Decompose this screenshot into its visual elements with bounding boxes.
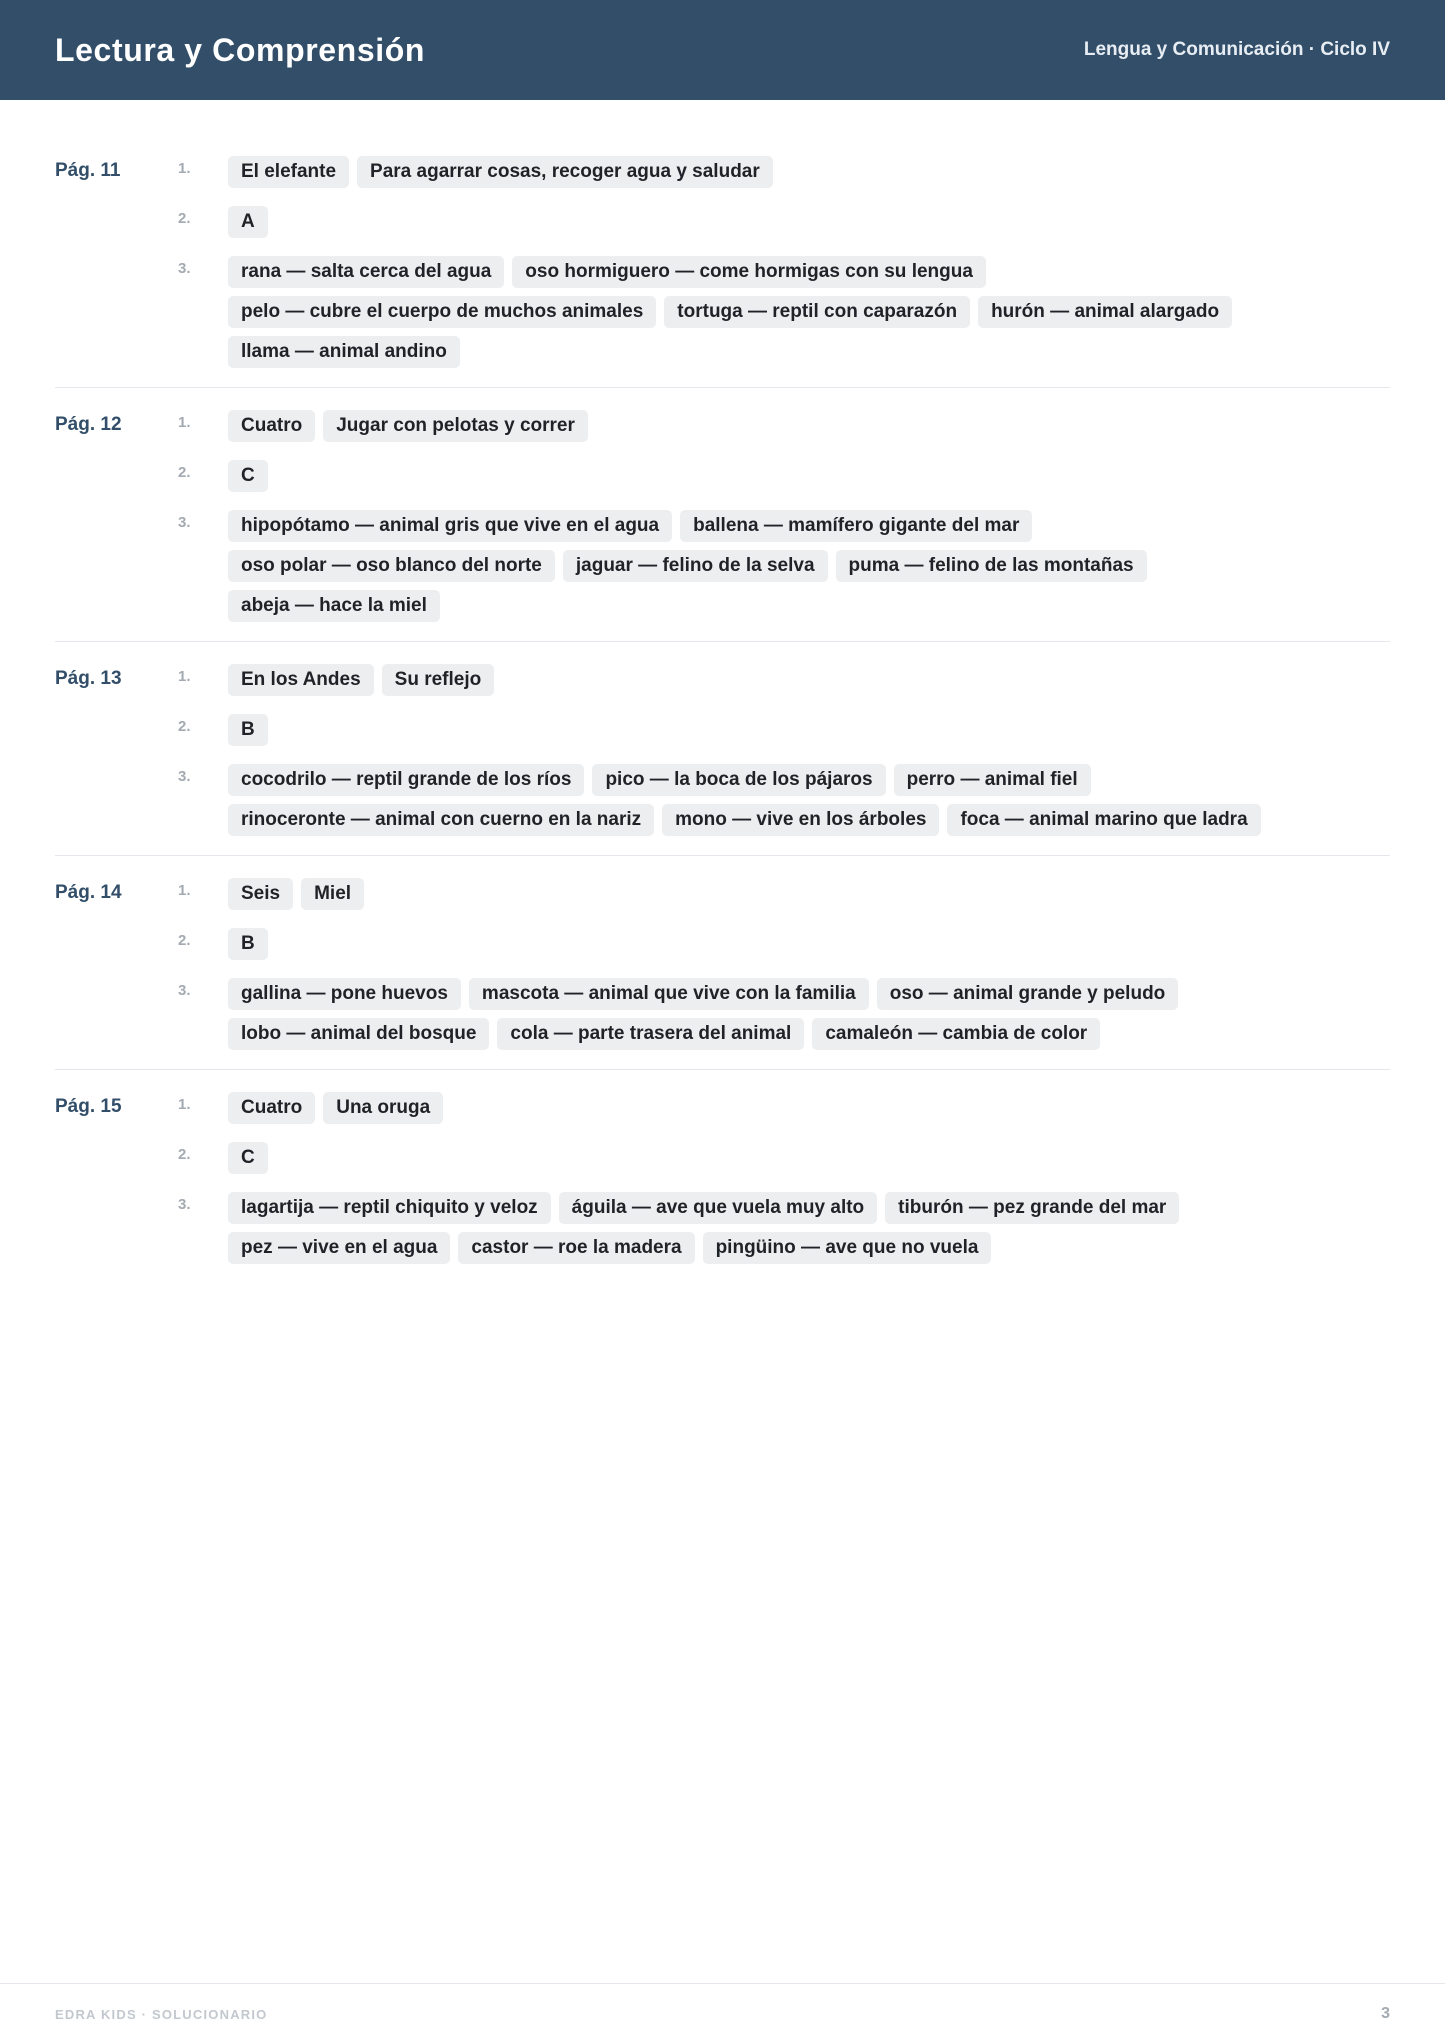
question-row — [178, 878, 1390, 910]
answer-chip: jaguar — felino de la selva — [563, 550, 828, 582]
question-row — [178, 928, 1390, 960]
question-row — [178, 460, 1390, 492]
answer-chip: rinoceronte — animal con cuerno en la nariz — [228, 804, 654, 836]
question-row — [178, 664, 1390, 696]
question-list — [178, 410, 1390, 622]
question-number: 2. — [178, 1146, 191, 1163]
answer-section — [55, 1089, 1390, 1283]
answer-chip: rana — salta cerca del agua — [228, 256, 504, 288]
answer-chips — [228, 878, 1358, 910]
page-number: 3 — [1381, 2005, 1390, 2022]
question-number: 2. — [178, 718, 191, 735]
answer-chips — [228, 156, 1358, 188]
answer-chip: C — [228, 460, 268, 492]
question-row — [178, 206, 1390, 238]
answer-chip: C — [228, 1142, 268, 1174]
answer-chip: pelo — cubre el cuerpo de muchos animales — [228, 296, 656, 328]
answer-chip: hurón — animal alargado — [978, 296, 1232, 328]
page-label: Pág. 14 — [55, 882, 122, 903]
question-number: 1. — [178, 882, 191, 899]
answer-chips — [228, 410, 1358, 442]
page-subtitle: Lengua y Comunicación · Ciclo IV — [1083, 39, 1390, 60]
answer-chip: gallina — pone huevos — [228, 978, 461, 1010]
answer-chip: cocodrilo — reptil grande de los ríos — [228, 764, 584, 796]
answer-chip: Su reflejo — [382, 664, 495, 696]
answer-chip: Cuatro — [228, 1092, 315, 1124]
answer-chip: En los Andes — [228, 664, 374, 696]
answer-chips — [228, 256, 1358, 368]
question-number: 1. — [178, 414, 191, 431]
answer-chip: Una oruga — [323, 1092, 443, 1124]
question-number: 1. — [178, 160, 191, 177]
answer-chip: Para agarrar cosas, recoger agua y saludar — [357, 156, 773, 188]
answer-chip: Jugar con pelotas y correr — [323, 410, 588, 442]
answer-chips — [228, 664, 1358, 696]
answer-chip: El elefante — [228, 156, 349, 188]
page-label: Pág. 15 — [55, 1096, 122, 1117]
footer — [0, 1983, 1445, 2044]
answer-chip: camaleón — cambia de color — [812, 1018, 1100, 1050]
question-number: 2. — [178, 464, 191, 481]
answer-chip: pico — la boca de los pájaros — [592, 764, 885, 796]
answer-chip: foca — animal marino que ladra — [947, 804, 1260, 836]
question-row — [178, 510, 1390, 622]
question-number: 3. — [178, 982, 191, 999]
answer-chip: mono — vive en los árboles — [662, 804, 939, 836]
answer-chip: A — [228, 206, 268, 238]
question-number: 1. — [178, 1096, 191, 1113]
question-list — [178, 878, 1390, 1050]
answer-chip: lobo — animal del bosque — [228, 1018, 489, 1050]
question-row — [178, 156, 1390, 188]
page-label: Pág. 11 — [55, 160, 121, 181]
answer-chips — [228, 1142, 1358, 1174]
answer-chip: B — [228, 714, 268, 746]
answer-chips — [228, 928, 1358, 960]
answer-chip: ballena — mamífero gigante del mar — [680, 510, 1032, 542]
answer-chip: pez — vive en el agua — [228, 1232, 450, 1264]
answer-chip: oso polar — oso blanco del norte — [228, 550, 555, 582]
answer-chips — [228, 714, 1358, 746]
answer-chip: Cuatro — [228, 410, 315, 442]
question-row — [178, 410, 1390, 442]
answer-chips — [228, 206, 1358, 238]
page-title: Lectura y Comprensión — [55, 31, 426, 68]
answer-chips — [228, 1092, 1358, 1124]
question-row — [178, 1142, 1390, 1174]
answer-key — [0, 100, 1445, 1283]
answer-section — [55, 153, 1390, 388]
question-row — [178, 256, 1390, 368]
answer-chip: llama — animal andino — [228, 336, 460, 368]
answer-chip: castor — roe la madera — [458, 1232, 694, 1264]
question-number: 2. — [178, 932, 191, 949]
question-row — [178, 1092, 1390, 1124]
question-number: 3. — [178, 260, 191, 277]
header-bar — [0, 0, 1445, 100]
answer-chip: Miel — [301, 878, 364, 910]
answer-chips — [228, 1192, 1358, 1264]
answer-chips — [228, 460, 1358, 492]
answer-chip: cola — parte trasera del animal — [497, 1018, 804, 1050]
question-number: 1. — [178, 668, 191, 685]
answer-chips — [228, 510, 1358, 622]
question-row — [178, 1192, 1390, 1264]
answer-chip: pingüino — ave que no vuela — [703, 1232, 992, 1264]
answer-chips — [228, 764, 1358, 836]
answer-chip: B — [228, 928, 268, 960]
answer-section — [55, 875, 1390, 1070]
question-list — [178, 664, 1390, 836]
page-label: Pág. 13 — [55, 668, 122, 689]
page-label: Pág. 12 — [55, 414, 122, 435]
answer-chip: hipopótamo — animal gris que vive en el agua — [228, 510, 672, 542]
answer-chip: abeja — hace la miel — [228, 590, 440, 622]
answer-section — [55, 661, 1390, 856]
answer-chip: oso hormiguero — come hormigas con su lengua — [512, 256, 986, 288]
question-row — [178, 714, 1390, 746]
question-list — [178, 1092, 1390, 1264]
question-number: 2. — [178, 210, 191, 227]
answer-section — [55, 407, 1390, 642]
question-list — [178, 156, 1390, 368]
answer-chip: Seis — [228, 878, 293, 910]
question-number: 3. — [178, 768, 191, 785]
question-row — [178, 764, 1390, 836]
answer-chip: perro — animal fiel — [894, 764, 1091, 796]
answer-chip: águila — ave que vuela muy alto — [559, 1192, 878, 1224]
answer-chips — [228, 978, 1358, 1050]
answer-chip: tortuga — reptil con caparazón — [664, 296, 970, 328]
answer-chip: lagartija — reptil chiquito y veloz — [228, 1192, 551, 1224]
answer-chip: tiburón — pez grande del mar — [885, 1192, 1179, 1224]
question-number: 3. — [178, 1196, 191, 1213]
question-number: 3. — [178, 514, 191, 531]
answer-chip: oso — animal grande y peludo — [877, 978, 1179, 1010]
question-row — [178, 978, 1390, 1050]
answer-chip: puma — felino de las montañas — [836, 550, 1147, 582]
footer-brand: EDRA KIDS · SOLUCIONARIO — [55, 2006, 268, 2022]
answer-chip: mascota — animal que vive con la familia — [469, 978, 869, 1010]
